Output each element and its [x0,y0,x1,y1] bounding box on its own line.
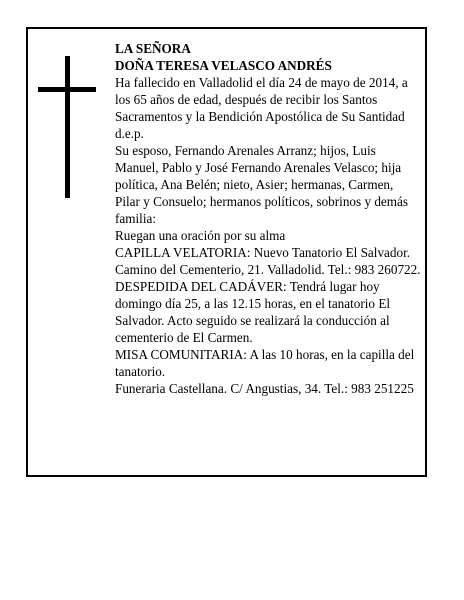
latin-cross-icon [38,56,96,198]
notice-text [115,40,421,397]
family-list: Su esposo, Fernando Arenales Arranz; hijos, Luis Manuel, Pablo y José Fernando Arenales Velasco; hija política, Ana Belén; nieto, Asier; hermanas, Carmen, Pilar y Consuelo; hermanos políticos, sobrinos y demás familia: [115,143,409,226]
farewell-info: DESPEDIDA DEL CADÁVER: Tendrá lugar hoy domingo día 25, a las 12.15 horas, en el tanatorio El Salvador. Acto seguido se realizará la conducción al cementerio de El Carmen. [115,279,391,345]
deceased-name: DOÑA TERESA VELASCO ANDRÉS [115,58,332,73]
mass-info: MISA COMUNITARIA: A las 10 horas, en la capilla del tanatorio. [115,347,415,379]
funeral-home-info: Funeraria Castellana. C/ Angustias, 34. Tel.: 983 251225 [115,381,414,396]
death-announcement: Ha fallecido en Valladolid el día 24 de mayo de 2014, a los 65 años de edad, después de recibir los Santos Sacramentos y la Bendición Apostólica de Su Santidad d.e.p. [115,75,408,141]
prayer-request: Ruegan una oración por su alma [115,228,286,243]
notice-honorific: LA SEÑORA [115,41,191,56]
cross-vertical-bar [65,56,70,198]
obituary-notice [26,27,427,477]
cross-horizontal-bar [38,87,96,92]
chapel-info: CAPILLA VELATORIA: Nuevo Tanatorio El Salvador. Camino del Cementerio, 21. Valladolid. Tel.: 983 260722. [115,245,421,277]
